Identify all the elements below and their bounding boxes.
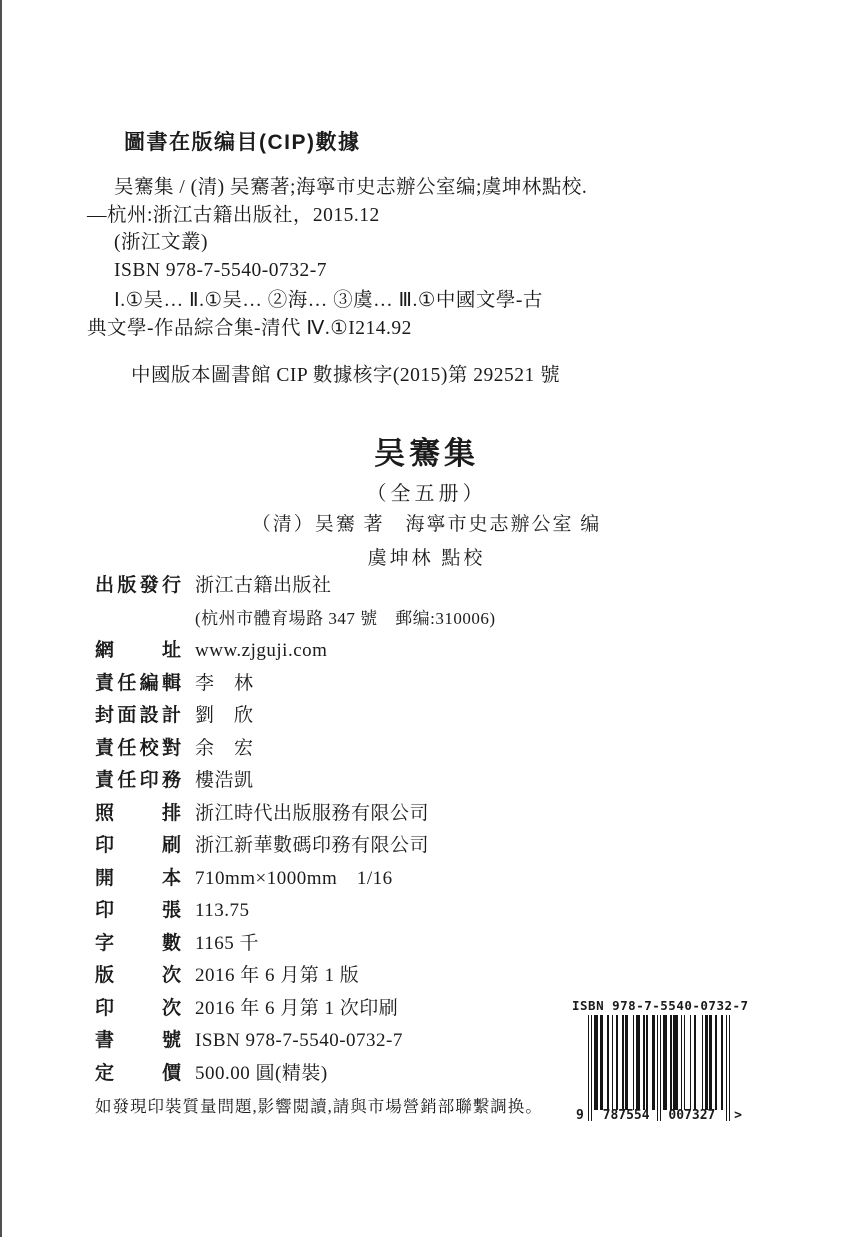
colophon-label: 字數 — [95, 932, 181, 954]
colophon-row — [95, 700, 615, 733]
colophon-label: 責任印務 — [95, 770, 181, 791]
colophon-row — [95, 1025, 615, 1058]
colophon-label: 責任編輯 — [95, 672, 181, 694]
barcode — [572, 998, 749, 1123]
colophon-row — [95, 895, 615, 928]
cip-classification — [87, 287, 727, 342]
barcode-bar-module — [729, 1015, 731, 1121]
colophon-label: 出版發行 — [95, 575, 181, 596]
colophon-value: 113.75 — [195, 900, 250, 921]
colophon-row — [95, 798, 615, 831]
colophon-row — [95, 668, 615, 701]
colophon-value: 2016 年 6 月第 1 次印刷 — [195, 997, 399, 1019]
colophon-value: 樓浩凱 — [195, 770, 254, 791]
colophon-label: 版次 — [95, 965, 181, 986]
colophon-row — [95, 830, 615, 863]
colophon-row — [95, 570, 615, 603]
colophon-label: 開本 — [95, 867, 181, 889]
editor-line: 虞坤林 點校 — [367, 548, 486, 569]
cip-header: 圖書在版编目(CIP)數據 — [124, 131, 361, 154]
colophon-value: 浙江時代出版服務有限公司 — [195, 802, 430, 824]
barcode-digit-group: 007327 — [668, 1108, 716, 1123]
colophon-value: 李 林 — [195, 672, 254, 694]
colophon-row — [95, 960, 615, 993]
colophon-value: ISBN 978-7-5540-0732-7 — [195, 1030, 403, 1051]
colophon-row — [95, 603, 615, 636]
cip-record — [87, 174, 707, 284]
cip-classification-line: Ⅰ.①吴… Ⅱ.①吴… ②海… ③虞… Ⅲ.①中國文學-古 — [114, 290, 543, 311]
colophon-row — [95, 928, 615, 961]
colophon-row — [95, 1058, 615, 1091]
colophon-label: 印次 — [95, 997, 181, 1019]
colophon-value: www.zjguji.com — [195, 640, 328, 661]
colophon-value: 500.00 圓(精裝) — [195, 1062, 328, 1084]
book-title: 吴騫集 — [374, 436, 479, 471]
colophon-label: 印張 — [95, 900, 181, 921]
cip-record-line: —杭州:浙江古籍出版社，2015.12 — [87, 204, 380, 226]
quality-note: 如發現印裝質量問題,影響閲讀,請與市場營銷部聯繫調换。 — [95, 1097, 543, 1116]
colophon-value: 余 宏 — [195, 737, 254, 759]
colophon-value: 劉 欣 — [195, 705, 254, 726]
colophon-value: (杭州市體育場路 347 號 郵编:310006) — [195, 608, 496, 628]
colophon-row — [95, 993, 615, 1026]
cip-classification-line: 典文學-作品綜合集-清代 Ⅳ.①I214.92 — [87, 317, 412, 339]
colophon-label: 印刷 — [95, 835, 181, 856]
cip-record-line: 吴騫集 / (清) 吴騫著;海寧市史志辦公室编;虞坤林點校. — [114, 177, 588, 198]
cip-record-line: ISBN 978-7-5540-0732-7 — [114, 259, 328, 281]
barcode-isbn-text: ISBN 978-7-5540-0732-7 — [572, 998, 749, 1013]
colophon-label: 責任校對 — [95, 737, 181, 759]
colophon-row — [95, 635, 615, 668]
colophon-row — [95, 863, 615, 896]
colophon-value: 浙江新華數碼印務有限公司 — [195, 835, 430, 856]
barcode-digit-group: 787554 — [602, 1108, 650, 1123]
barcode-digits — [576, 1108, 742, 1123]
colophon — [95, 570, 615, 1090]
colophon-label: 封面設計 — [95, 705, 181, 726]
page-edge-line — [0, 0, 2, 1237]
colophon-value: 浙江古籍出版社 — [195, 575, 332, 596]
colophon-label: 照排 — [95, 802, 181, 824]
barcode-digit-group: > — [734, 1108, 742, 1123]
colophon-value: 1165 千 — [195, 932, 260, 954]
colophon-row — [95, 733, 615, 766]
colophon-value: 710mm×1000mm 1/16 — [195, 867, 393, 889]
colophon-label: 書號 — [95, 1030, 181, 1051]
colophon-label: 網址 — [95, 640, 181, 661]
cip-registration: 中國版本圖書館 CIP 數據核字(2015)第 292521 號 — [131, 365, 561, 386]
colophon-value: 2016 年 6 月第 1 版 — [195, 965, 360, 986]
barcode-digit-group: 9 — [576, 1108, 584, 1123]
colophon-row — [95, 765, 615, 798]
author-line: （清）吴騫 著 海寧市史志辦公室 编 — [251, 514, 602, 535]
cip-record-line: (浙江文叢) — [114, 232, 208, 253]
colophon-label: 定價 — [95, 1062, 181, 1084]
barcode-bars — [572, 1015, 746, 1122]
volume-note: （全五册） — [366, 483, 487, 505]
